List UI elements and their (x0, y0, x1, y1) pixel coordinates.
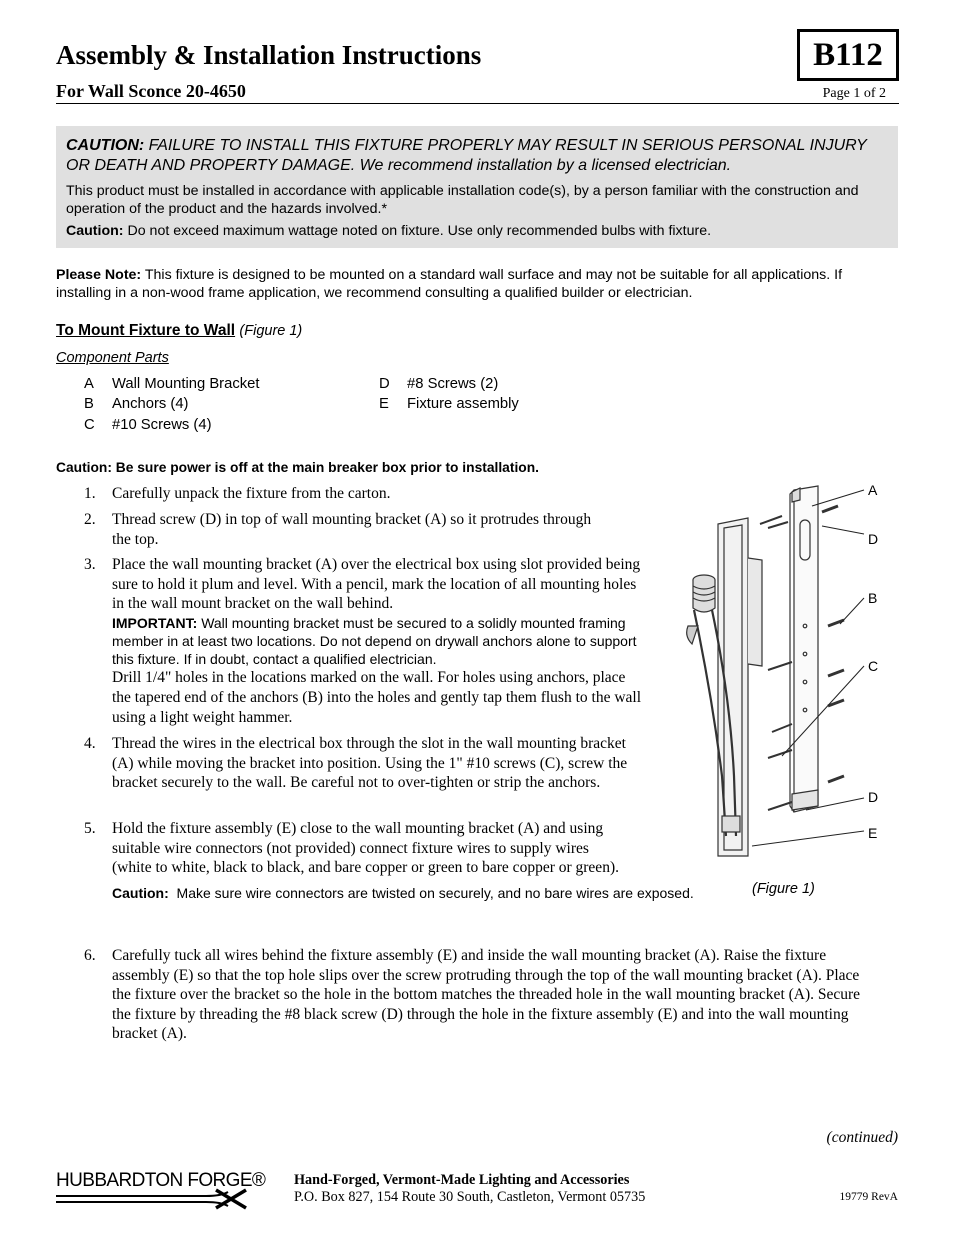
figure-label-d-top: D (868, 531, 879, 547)
important-label: IMPORTANT: (112, 614, 198, 631)
important-note (112, 614, 642, 669)
page-title: Assembly & Installation Instructions (56, 40, 482, 70)
logo-wordmark: HUBBARDTON FORGE® (56, 1170, 266, 1191)
screw-c (768, 750, 792, 758)
figure-label-d-bottom: D (868, 789, 879, 805)
caution-lead-label: CAUTION: (66, 137, 145, 154)
footer-address: P.O. Box 827, 154 Route 30 South, Castleton, Vermont 05735 (294, 1189, 646, 1205)
wire-caution-label: Caution: (112, 884, 169, 901)
part-name: Anchors (4) (112, 396, 189, 412)
figure-label-a: A (868, 482, 878, 498)
fixture-side-flange (748, 558, 762, 666)
anchor-b (828, 670, 844, 676)
step-text: Thread screw (D) in top of wall mounting bracket (A) so it protrudes through the top. (112, 511, 592, 548)
caution-box (56, 126, 898, 248)
please-note-text: This fixture is designed to be mounted on a standard wall surface and may not be suitable for all applications. If installing in a non-wood frame application, we recommend consulting a qualified builder or electrician. (56, 267, 843, 301)
part-letter: E (379, 396, 389, 412)
caution-lead-text: FAILURE TO INSTALL THIS FIXTURE PROPERLY MAY RESULT IN SERIOUS PERSONAL INJURY OR DEATH AND PROPERTY DAMAGE. We recommend installation by a licensed electrician. (66, 137, 867, 174)
caution-lead (66, 136, 888, 175)
part-name: Fixture assembly (407, 396, 519, 412)
anchor-b (828, 776, 844, 782)
caution-wattage-label: Caution: (66, 223, 124, 239)
figure-label-c: C (868, 658, 879, 674)
bracket-bottom-tab (792, 790, 818, 810)
logo-cross-icon (216, 1190, 246, 1208)
part-letter: B (84, 396, 94, 412)
step-number: 6. (84, 947, 96, 964)
section-figure-ref: (Figure 1) (239, 323, 303, 339)
product-subtitle: For Wall Sconce 20-4650 (56, 81, 246, 101)
step-text: Hold the fixture assembly (E) close to the wall mounting bracket (A) and using suitable wire connectors (not provided) connect fixture wires to supply wires (white to white, black to black, and bare copper or green to bare copper or green). (112, 820, 619, 877)
part-letter: C (84, 417, 95, 433)
wire-caution-note (112, 884, 697, 902)
step-number: 5. (84, 820, 96, 837)
wire-caution-text: Make sure wire connectors are twisted on securely, and no bare wires are exposed. (176, 884, 694, 901)
component-parts-heading: Component Parts (56, 350, 169, 366)
continued-marker: (continued) (826, 1129, 898, 1146)
part-name: #10 Screws (4) (112, 417, 212, 433)
section-heading (56, 322, 302, 340)
step-text: Carefully tuck all wires behind the fixture assembly (E) and inside the wall mounting bracket (A). Raise the fixture assembly (E) so that the top hole slips over the screw protruding through the top of the wall mounting bracket (A). Place the fixture over the bracket so the hole in the bottom matches the threaded hole in the wall mounting bracket (A). Secure the fixture by threading the #8 black screw (D) through the hole in the fixture assembly (E) and into the wall mounting bracket (A). (112, 947, 861, 1043)
please-note-label: Please Note: (56, 267, 142, 283)
caution-body: This product must be installed in accordance with applicable installation code(s), by a person familiar with the construction and operation of the product and the hazards involved.* (66, 183, 859, 217)
step-number: 4. (84, 735, 96, 752)
step-text: Place the wall mounting bracket (A) over the electrical box using slot provided being sure to hold it plum and level. With a pencil, mark the location of all mounting holes in the wall mount bracket on the wall behind. (112, 556, 641, 613)
logo-swoosh (56, 1192, 228, 1206)
screw-c (768, 662, 792, 670)
leader-line-b (840, 598, 864, 624)
header-divider (56, 103, 899, 104)
page-number: Page 1 of 2 (822, 86, 886, 101)
footer-tagline: Hand-Forged, Vermont-Made Lighting and Accessories (294, 1172, 630, 1188)
part-letter: A (84, 376, 94, 392)
document-revision: 19779 RevA (839, 1191, 898, 1203)
leader-line-d-top (822, 526, 864, 534)
part-letter: D (379, 376, 390, 392)
part-name: #8 Screws (2) (407, 376, 499, 392)
document-code-box: B112 (797, 29, 899, 81)
leader-line-e (752, 831, 864, 846)
screw-d-top (760, 516, 782, 524)
step-number: 1. (84, 485, 96, 502)
screw-top (822, 506, 838, 512)
wall-mounting-bracket (794, 486, 818, 812)
section-heading-text: To Mount Fixture to Wall (56, 322, 236, 339)
step-text-block (112, 819, 697, 902)
caution-wattage-text: Do not exceed maximum wattage noted on fixture. Use only recommended bulbs with fixture. (127, 223, 712, 239)
step-text-continued: Drill 1/4" holes in the locations marked on the wall. For holes using anchors, place the tapered end of the anchors (B) into the holes and gently tap them flush to the wall using a light weight hammer. (112, 669, 642, 726)
step-text: Thread the wires in the electrical box through the slot in the wall mounting bracket (A) while moving the bracket into position. Using the 1" #10 screws (C), screw the bracket securely to the wall. Be careful not to over-tighten or strip the anchors. (112, 735, 628, 792)
figure-label-b: B (868, 590, 878, 606)
important-text: Wall mounting bracket must be secured to a solidly mounted framing member in at least two locations. Do not depend on drywall anchors alone to support this fixture. If in doubt, contact a qualified electrician. (112, 614, 637, 668)
figure-1-illustration (672, 476, 892, 866)
step-number: 3. (84, 556, 96, 573)
step-text-block (112, 555, 642, 727)
fixture-leaf (687, 626, 698, 644)
step-number: 2. (84, 511, 96, 528)
part-name: Wall Mounting Bracket (112, 376, 260, 392)
fixture-backplate (718, 518, 748, 856)
figure-label-e: E (868, 825, 878, 841)
screw-c (772, 724, 792, 732)
step-text: Carefully unpack the fixture from the carton. (112, 485, 391, 502)
lamp-socket (693, 580, 715, 612)
screw-d-top-2 (768, 522, 788, 528)
power-caution: Caution: Be sure power is off at the main breaker box prior to installation. (56, 460, 539, 475)
please-note (56, 266, 876, 302)
figure-caption: (Figure 1) (752, 881, 815, 897)
leader-line-a (812, 490, 864, 506)
hubbardton-forge-logo (56, 1166, 266, 1210)
caution-wattage (66, 222, 888, 240)
fixture-bottom-cap (722, 816, 740, 832)
screw-d-bottom (768, 802, 792, 810)
